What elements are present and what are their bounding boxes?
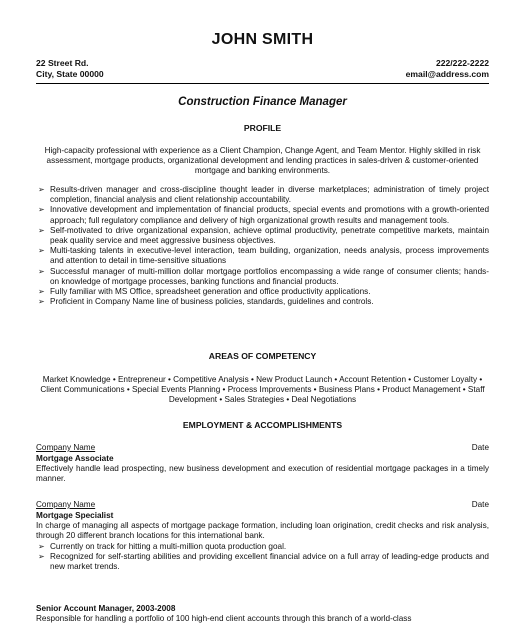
job-date: Date [471, 500, 489, 509]
email: email@address.com [405, 69, 489, 79]
job-date: Date [471, 443, 489, 452]
arrow-bullet-icon: ➢ [38, 551, 45, 561]
arrow-bullet-icon: ➢ [38, 246, 45, 256]
bullet-text: Currently on track for hitting a multi-million quota production goal. [50, 541, 287, 551]
address-line-2: City, State 00000 [36, 69, 104, 79]
bullet-item [36, 226, 489, 246]
job-description: Responsible for handling a portfolio of 100 high-end client accounts through this branch of a world-class [36, 614, 412, 624]
bullet-text: Successful manager of multi-million dollar mortgage portfolios encompassing a wide range of consumer clients; hands-on knowledge of mortgage processes, banking functions and financial products. [50, 266, 489, 286]
contact-block [36, 58, 489, 80]
phone: 222/222-2222 [435, 58, 489, 68]
company-name: Company Name [36, 443, 96, 452]
job-description: Effectively handle lead prospecting, new business development and execution of residential mortgage packages in a timely manner. [36, 464, 489, 484]
job-entry [36, 604, 489, 624]
bullet-item [36, 185, 489, 205]
job-entry [36, 443, 489, 485]
candidate-name: JOHN SMITH [211, 31, 314, 48]
bullet-item [36, 246, 489, 266]
header-divider [36, 83, 489, 84]
bullet-item [36, 542, 489, 552]
bullet-item [36, 287, 489, 297]
competency-heading: AREAS OF COMPETENCY [208, 351, 317, 361]
bullet-text: Self-motivated to drive organizational expansion, achieve optimal productivity, penetrate competitive markets, maintain peak quality service and meet aggressive business objectives. [50, 225, 489, 246]
phone-email-block [406, 58, 489, 80]
profile-summary: High-capacity professional with experience as a Client Champion, Change Agent, and Team Mentor. Highly skilled in risk assessment, mortgage products, organizational development and lending practices in sales-driven & customer-oriented mortgage and banking environments. [44, 146, 481, 176]
job-description: In charge of managing all aspects of mortgage package formation, including loan origination, credit checks and risk analysis, through 20 different branch locations for this international bank. [36, 521, 489, 541]
bullet-text: Results-driven manager and cross-discipline thought leader in diverse marketplaces; administration of timely project completion, financial analysis and client relationship accountability. [50, 185, 489, 205]
address-block [36, 58, 104, 80]
bullet-item [36, 205, 489, 225]
arrow-bullet-icon: ➢ [38, 225, 45, 235]
arrow-bullet-icon: ➢ [38, 541, 45, 551]
bullet-item [36, 552, 489, 572]
arrow-bullet-icon: ➢ [38, 266, 45, 276]
job-role: Mortgage Specialist [36, 511, 114, 520]
bullet-text: Fully familiar with MS Office, spreadsheet generation and office productivity applications. [50, 287, 371, 297]
job-role: Senior Account Manager, 2003-2008 [36, 604, 176, 613]
competency-list: Market Knowledge • Entrepreneur • Competitive Analysis • New Product Launch • Account Retention • Customer Loyalty • Client Communications • Special Events Planning • Process Improvements • Business Plans • Product Management • Staff Development • Sales Strategies • Deal Negotiations [40, 375, 485, 405]
bullet-text: Proficient in Company Name line of business policies, standards, guidelines and controls. [50, 297, 374, 307]
bullet-text: Innovative development and implementation of financial products, special events and promotions with a growth-oriented approach; full regulatory compliance and delivery of high organizational growth results and management tools. [50, 205, 489, 225]
bullet-item [36, 297, 489, 307]
job-entry [36, 500, 489, 572]
bullet-text: Recognized for self-starting abilities and providing excellent financial advice on a full array of leading-edge products and new market trends. [50, 551, 489, 572]
job-role: Mortgage Associate [36, 454, 114, 463]
job-title: Construction Finance Manager [178, 96, 347, 108]
profile-heading: PROFILE [243, 123, 282, 133]
arrow-bullet-icon: ➢ [38, 287, 45, 297]
arrow-bullet-icon: ➢ [38, 185, 45, 194]
profile-bullets [36, 185, 489, 307]
employment-heading: EMPLOYMENT & ACCOMPLISHMENTS [182, 420, 343, 430]
arrow-bullet-icon: ➢ [38, 205, 45, 215]
arrow-bullet-icon: ➢ [38, 297, 45, 307]
bullet-text: Multi-tasking talents in executive-level interaction, team building, organization, needs analysis, process improvements and attention to detail in time-sensitive situations [50, 246, 489, 266]
company-name: Company Name [36, 500, 96, 509]
bullet-item [36, 267, 489, 287]
address-line-1: 22 Street Rd. [36, 58, 89, 68]
